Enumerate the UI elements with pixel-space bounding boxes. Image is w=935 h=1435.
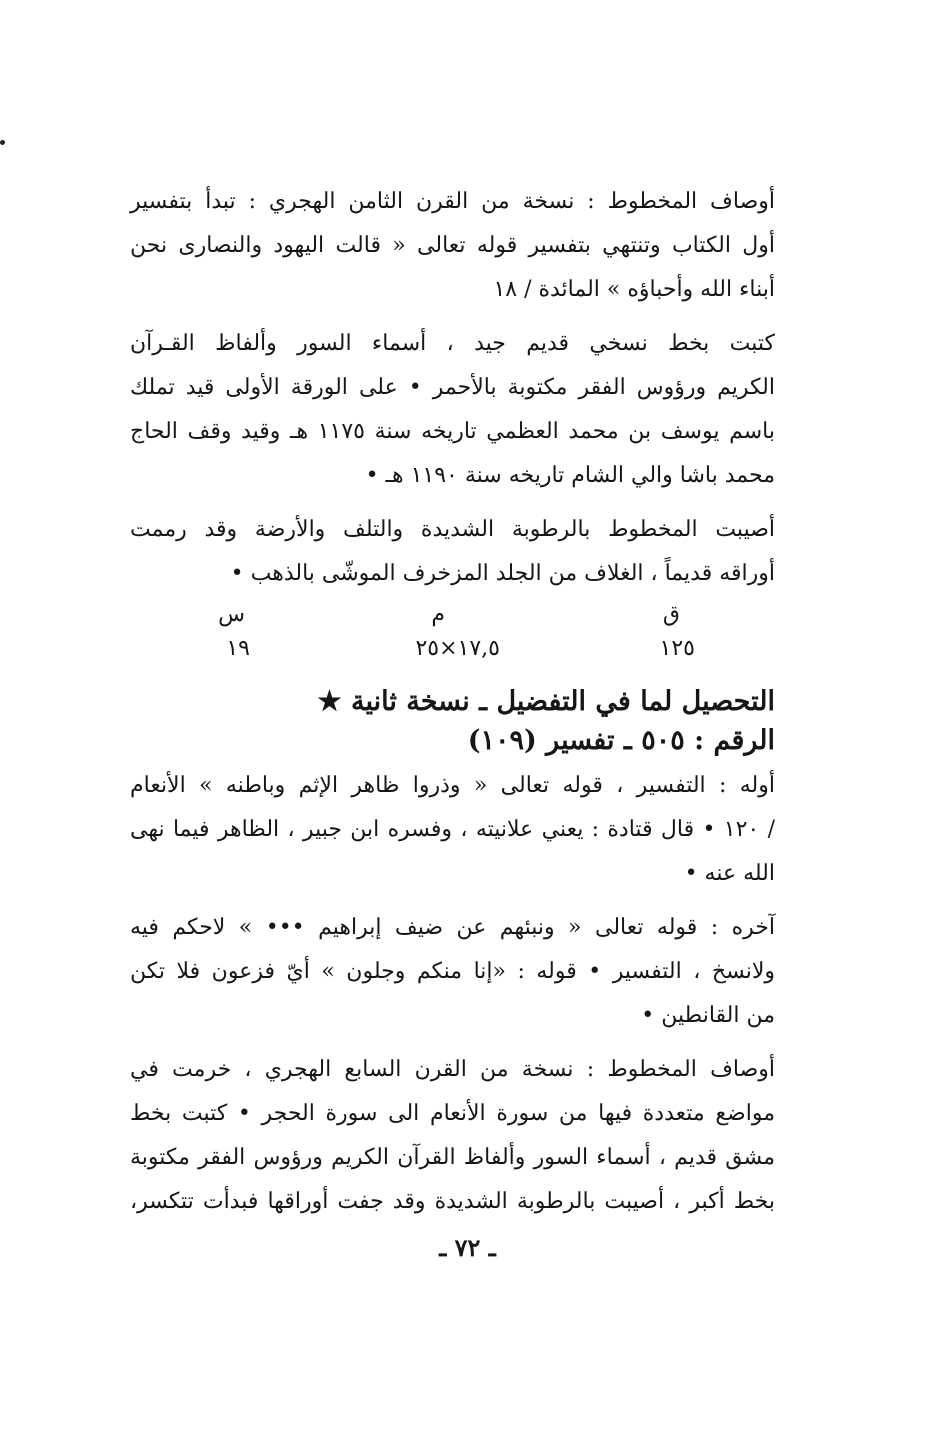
text-line: أبناء الله وأحباؤه » المائدة / ١٨	[493, 277, 775, 302]
manuscript-description-4	[130, 1048, 775, 1224]
lines-label: س	[218, 602, 245, 627]
measurement-value: ١٧,٥×٢٥	[415, 636, 500, 661]
text-line: أوراقه قديماً ، الغلاف من الجلد المزخرف الموشّى بالذهب •	[230, 561, 775, 586]
beginning-paragraph	[130, 764, 775, 896]
text-line: من القانطين •	[641, 1003, 775, 1028]
text-line: باسم يوسف بن محمد العظمي تاريخه سنة ١١٧٥ هـ وقيد وقف الحاج	[130, 419, 776, 444]
text-line: كتبت بخط نسخي قديم جيد ، أسماء السور وألفاظ القـرآن	[130, 331, 775, 356]
text-line: ولانسخ ، التفسير • قوله : «إنا منكم وجلون » أيّ فزعون فلا تكن	[130, 959, 775, 984]
text-line: أول الكتاب وتنتهي بتفسير قوله تعالى « قالت اليهود والنصارى نحن	[130, 233, 775, 258]
ending-paragraph	[130, 906, 775, 1038]
text-line: محمد باشا والي الشام تاريخه سنة ١١٩٠ هـ •	[365, 463, 775, 488]
text-line: أوله : التفسير ، قوله تعالى « وذروا ظاهر الإثم وباطنه » الأنعام	[130, 773, 775, 798]
text-line: آخره : قوله تعالى « ونبئهم عن ضيف إبراهيم ••• » لاحكم فيه	[130, 915, 775, 940]
manuscript-description-1	[130, 180, 775, 312]
catalog-number-heading: الرقم : ٥٠٥ ـ تفسير (١٠٩)	[467, 725, 775, 756]
text-line: مشق قديم ، أسماء السور وألفاظ القرآن الكريم ورؤوس الفقر مكتوبة	[130, 1145, 775, 1170]
leaves-label: ق	[662, 602, 680, 627]
text-line: مواضع متعددة فيها من سورة الأنعام الى سورة الحجر • كتبت بخط	[130, 1101, 775, 1126]
text-line: أصيبت المخطوط بالرطوبة الشديدة والتلف والأرضة وقد رممت	[130, 517, 775, 542]
text-line: الكريم ورؤوس الفقر مكتوبة بالأحمر • على الورقة الأولى قيد تملك	[130, 375, 775, 400]
page-number: ـ ٧٢ ـ	[439, 1233, 496, 1262]
page-body	[130, 180, 775, 1224]
dimensions-table	[130, 602, 775, 672]
lines-value: ١٩	[226, 636, 250, 661]
text-line: / ١٢٠ • قال قتادة : يعني علانيته ، وفسره ابن جبير ، الظاهر فيما نهى	[130, 817, 775, 842]
text-line: أوصاف المخطوط : نسخة من القرن السابع الهجري ، خرمت في	[130, 1057, 775, 1082]
section-heading: التحصيل لما في التفضيل ـ نسخة ثانية ★	[317, 686, 775, 717]
text-line: بخط أكبر ، أصيبت بالرطوبة الشديدة وقد جفت أوراقها فبدأت تتكسر،	[130, 1189, 775, 1214]
margin-dot	[0, 140, 5, 145]
measurement-label: م	[431, 602, 445, 627]
text-line: الله عنه •	[684, 861, 775, 886]
manuscript-description-2	[130, 322, 775, 498]
leaves-value: ١٢٥	[659, 636, 695, 661]
text-line: أوصاف المخطوط : نسخة من القرن الثامن الهجري : تبدأ بتفسير	[130, 189, 775, 214]
manuscript-description-3	[130, 508, 775, 596]
